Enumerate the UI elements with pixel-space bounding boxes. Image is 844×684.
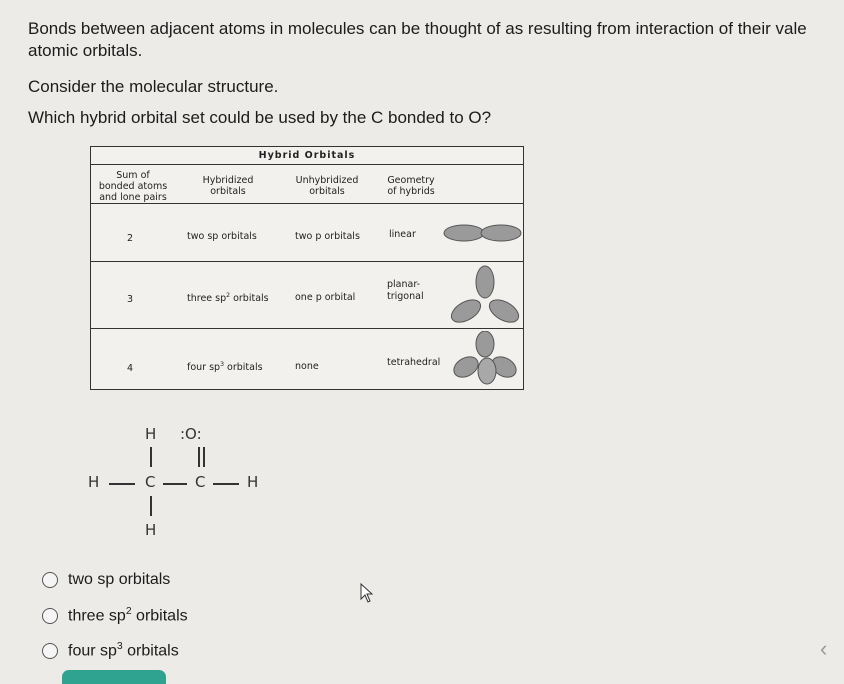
answer-option[interactable] <box>42 571 170 589</box>
answer-option[interactable] <box>42 641 179 660</box>
row-geometry: linear <box>389 229 416 240</box>
bond-c1-h-left <box>109 483 135 485</box>
consider-text: Consider the molecular structure. <box>28 77 279 96</box>
question-prompt: Which hybrid orbital set could be used by the C bonded to O? <box>28 108 492 127</box>
header-unhybridized: Unhybridized orbitals <box>295 175 359 197</box>
atom-carbon-2: C <box>195 473 206 491</box>
header-sum: Sum of bonded atoms and lone pairs <box>98 170 168 203</box>
table-divider <box>91 203 523 204</box>
row-unhybridized: none <box>295 361 319 372</box>
trigonal-planar-orbital-diagram <box>449 265 521 327</box>
row-unhybridized: one p orbital <box>295 292 356 303</box>
row-hybridized: three $sp^2$ orbitals <box>187 292 269 305</box>
header-geometry: Geometry of hybrids <box>387 175 435 197</box>
orbital-lobe <box>444 225 484 241</box>
atom-h-right: H <box>247 473 259 491</box>
table-divider <box>91 328 523 329</box>
bond-c2-o-double <box>198 447 200 467</box>
hybrid-orbitals-table <box>90 146 524 390</box>
row-unhybridized: two p orbitals <box>295 231 360 242</box>
radio-button[interactable] <box>42 643 58 659</box>
bond-c1-h-top <box>150 447 152 467</box>
submit-button[interactable] <box>62 670 166 684</box>
table-title: Hybrid Orbitals <box>258 150 356 161</box>
cursor-icon <box>360 583 374 603</box>
bond-c1-c2 <box>163 483 187 485</box>
table-divider <box>91 164 523 165</box>
tetrahedral-orbital-diagram <box>453 331 523 387</box>
orbital-lobe <box>449 295 484 327</box>
atom-carbon-1: C <box>145 473 156 491</box>
linear-orbital-diagram <box>443 219 523 247</box>
orbital-lobe <box>481 225 521 241</box>
header-hybridized: Hybridized orbitals <box>202 175 254 197</box>
row-geometry: tetrahedral <box>387 357 441 368</box>
bond-c2-h-right <box>213 483 239 485</box>
molecular-structure <box>85 420 285 550</box>
intro-line-1: Bonds between adjacent atoms in molecules can be thought of as resulting from interaction of their vale <box>28 19 807 38</box>
orbital-lobe <box>476 331 494 357</box>
atom-h-top: H <box>145 425 157 443</box>
row-hybridized: four $sp^3$ orbitals <box>187 361 263 374</box>
bond-c2-o-double <box>203 447 205 467</box>
radio-button[interactable] <box>42 572 58 588</box>
option-label: four $sp^3$ orbitals <box>68 641 179 660</box>
bond-c1-h-bottom <box>150 496 152 516</box>
atom-h-bottom: H <box>145 521 157 539</box>
row-hybridized: two sp orbitals <box>187 231 257 242</box>
answer-option[interactable] <box>42 606 188 625</box>
orbital-lobe <box>476 266 494 298</box>
row-sum: 3 <box>127 294 134 305</box>
option-label: three $sp^2$ orbitals <box>68 606 188 625</box>
atom-h-left: H <box>88 473 100 491</box>
intro-text <box>28 18 807 62</box>
atom-oxygen: :O: <box>180 425 202 443</box>
row-sum: 4 <box>127 363 134 374</box>
option-label: two sp orbitals <box>68 571 171 588</box>
chevron-left-icon[interactable]: ‹ <box>820 636 828 661</box>
row-sum: 2 <box>127 233 134 244</box>
orbital-lobe <box>453 353 482 382</box>
radio-button[interactable] <box>42 608 58 624</box>
orbital-lobe <box>478 358 496 384</box>
row-geometry: planar- trigonal <box>387 279 424 302</box>
orbital-lobe <box>486 295 521 327</box>
table-divider <box>91 261 523 262</box>
intro-line-2: atomic orbitals. <box>28 41 143 60</box>
